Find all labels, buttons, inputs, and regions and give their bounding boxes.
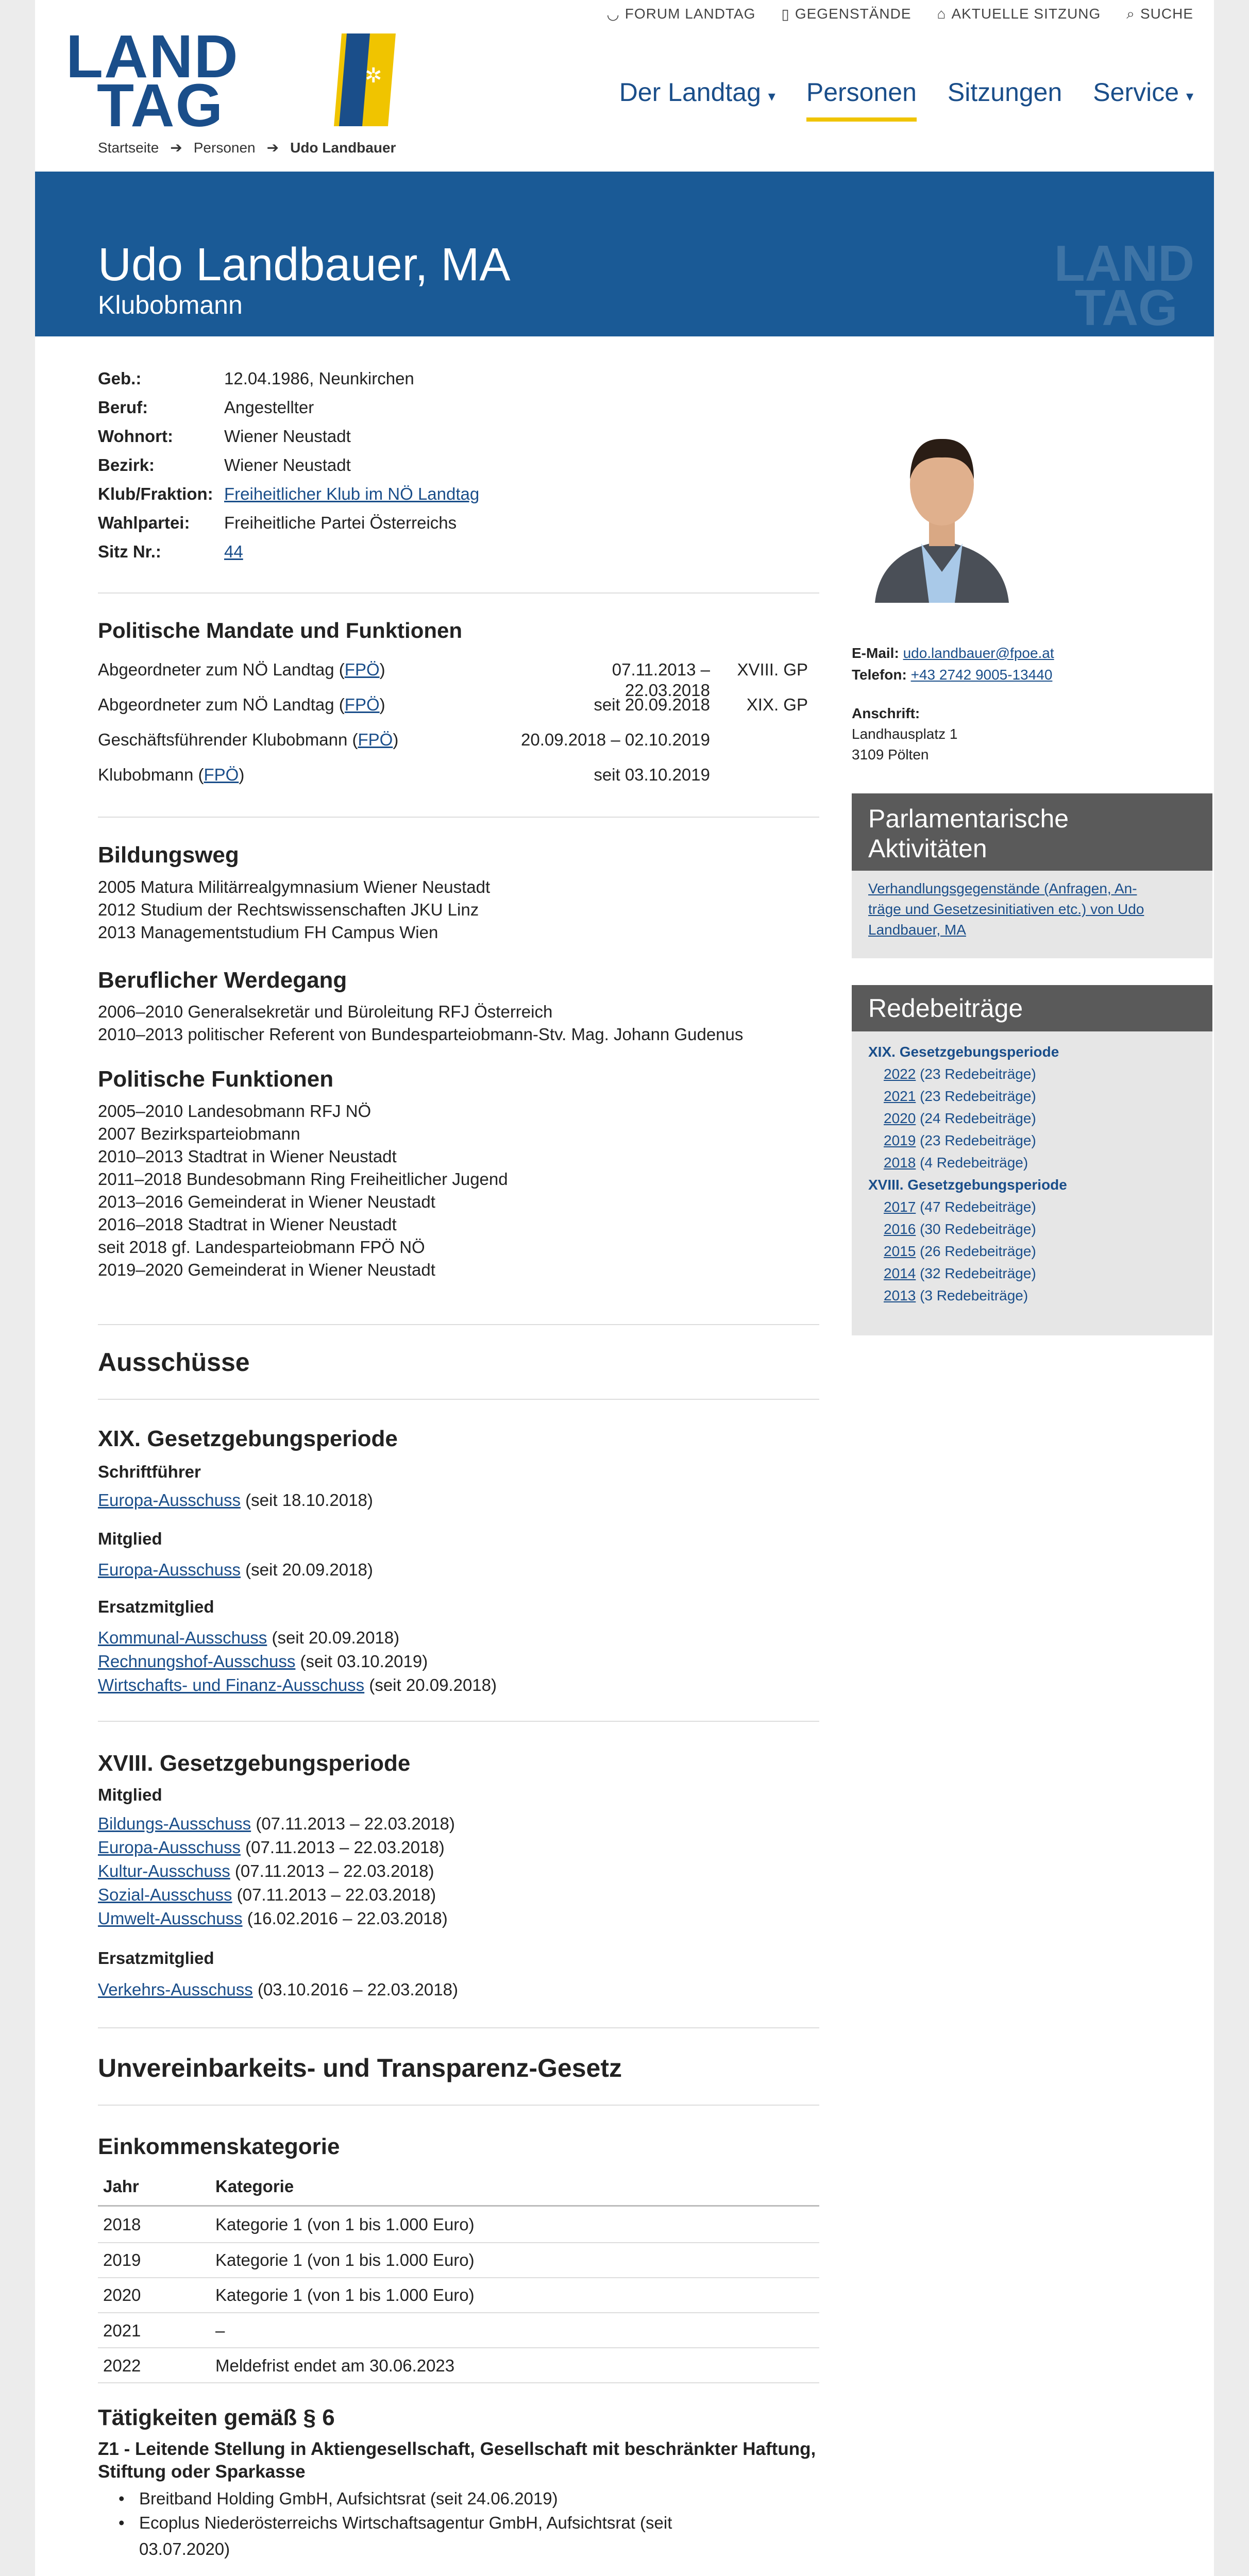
rede-year-link[interactable]: 2020 xyxy=(884,1110,916,1126)
politisch-item: seit 2018 gf. Landesparteiobmann FPÖ NÖ xyxy=(98,1238,425,1257)
rede-item: 2021 (23 Redebeiträge) xyxy=(884,1088,1036,1104)
mandate-date: seit 20.09.2018 xyxy=(594,695,710,714)
mandate-row: Geschäftsführender Klubobmann (FPÖ) xyxy=(98,730,399,749)
divider xyxy=(98,1721,819,1722)
svg-text:✲: ✲ xyxy=(365,64,382,88)
fact-wohnort: Wohnort: Wiener Neustadt xyxy=(98,427,351,446)
rede-year-link[interactable]: 2018 xyxy=(884,1155,916,1171)
politisch-item: 2016–2018 Stadtrat in Wiener Neustadt xyxy=(98,1215,397,1234)
transparenz-heading: Unvereinbarkeits- und Transparenz-Gesetz xyxy=(98,2054,622,2082)
ausschuss-item: Europa-Ausschuss (seit 20.09.2018) xyxy=(98,1560,373,1579)
mitglied-label: Mitglied xyxy=(98,1785,162,1804)
ausschuss-link[interactable]: Umwelt-Ausschuss xyxy=(98,1909,243,1928)
ausschuss-item: Kommunal-Ausschuss (seit 20.09.2018) xyxy=(98,1628,400,1647)
ausschuss-item: Kultur-Ausschuss (07.11.2013 – 22.03.2018) xyxy=(98,1861,434,1880)
einkommen-heading: Einkommenskategorie xyxy=(98,2134,340,2159)
politisch-item: 2010–2013 Stadtrat in Wiener Neustadt xyxy=(98,1147,397,1166)
bildung-item: 2005 Matura Militärrealgymnasium Wiener Neustadt xyxy=(98,877,491,896)
arrow-right-icon: ➔ xyxy=(266,140,279,156)
table-divider xyxy=(98,2312,819,2313)
party-link[interactable]: FPÖ xyxy=(344,660,380,679)
table-cell: 2018 xyxy=(103,2215,141,2234)
table-cell: Meldefrist endet am 30.06.2023 xyxy=(215,2356,455,2375)
table-cell: – xyxy=(215,2321,225,2340)
table-cell: 2020 xyxy=(103,2285,141,2304)
mitglied-label: Mitglied xyxy=(98,1529,162,1548)
mandate-heading: Politische Mandate und Funktionen xyxy=(98,618,463,642)
politisch-item: 2007 Bezirksparteiobmann xyxy=(98,1124,300,1143)
rede-year-link[interactable]: 2019 xyxy=(884,1132,916,1148)
mandate-gp: XVIII. GP xyxy=(737,660,808,679)
rede-year-link[interactable]: 2015 xyxy=(884,1243,916,1259)
politisch-heading: Politische Funktionen xyxy=(98,1066,334,1092)
table-cell: Kategorie 1 (von 1 bis 1.000 Euro) xyxy=(215,2215,475,2234)
rede-year-link[interactable]: 2013 xyxy=(884,1287,916,1303)
klub-link[interactable]: Freiheitlicher Klub im NÖ Landtag xyxy=(224,484,480,503)
document-icon: ▯ xyxy=(781,6,790,22)
party-link[interactable]: FPÖ xyxy=(344,695,380,714)
parl-link[interactable]: Verhandlungsgegenstände (Anfragen, An- träge und Gesetzesinitiativen etc.) von Udo Landbauer, MA xyxy=(868,880,1144,938)
bildung-heading: Bildungsweg xyxy=(98,842,239,868)
col-kategorie: Kategorie xyxy=(215,2177,294,2196)
ausschuss-item: Verkehrs-Ausschuss (03.10.2016 – 22.03.2018) xyxy=(98,1980,458,1999)
divider xyxy=(98,1399,819,1400)
table-divider xyxy=(98,2277,819,2278)
rede-list: XIX. Gesetzgebungsperiode 2022 (23 Redebeiträge) 2021 (23 Redebeiträge) 2020 (24 Redebeiträge) 2019 (23 Redebeiträge) 2018 (4 Redebeiträge) XVIII. Gesetzgebungsperiode 2017 (47 Redebeiträge) 2016 (30 Redebeiträge) 2015 (26 Redebeiträge) 2014 (32 Redebeiträge) 2013 (3 Redebeiträge) xyxy=(868,1041,1067,1307)
z1-heading: Z1 - Leitende Stellung in Aktiengesellschaft, Gesellschaft mit beschränkter Haftung, Stiftung oder Sparkasse xyxy=(98,2439,816,2482)
ausschuss-link[interactable]: Europa-Ausschuss xyxy=(98,1838,241,1857)
caret-down-icon: ▾ xyxy=(768,88,775,104)
portrait-photo xyxy=(844,402,1040,603)
address-label: Anschrift: xyxy=(852,705,920,721)
address-line: Landhausplatz 1 xyxy=(852,726,958,742)
divider xyxy=(98,2027,819,2028)
mandate-date: 20.09.2018 – 02.10.2019 xyxy=(520,730,710,749)
beruf-item: 2006–2010 Generalsekretär und Büroleitung RFJ Österreich xyxy=(98,1002,553,1021)
fact-klub: Klub/Fraktion: Freiheitlicher Klub im NÖ Landtag xyxy=(98,484,480,503)
table-cell: 2021 xyxy=(103,2321,141,2340)
ausschuss-item: Bildungs-Ausschuss (07.11.2013 – 22.03.2018) xyxy=(98,1814,455,1833)
rede-year-link[interactable]: 2014 xyxy=(884,1265,916,1281)
nav-personen[interactable]: Personen xyxy=(806,77,917,122)
fact-bezirk: Bezirk: Wiener Neustadt xyxy=(98,455,351,474)
arrow-right-icon: ➔ xyxy=(170,140,182,156)
mandate-row: Abgeordneter zum NÖ Landtag (FPÖ) xyxy=(98,695,385,714)
ersatzmitglied-label: Ersatzmitglied xyxy=(98,1597,214,1616)
politisch-item: 2011–2018 Bundesobmann Ring Freiheitlicher Jugend xyxy=(98,1170,508,1189)
mandate-date: seit 03.10.2019 xyxy=(594,765,710,784)
table-divider xyxy=(98,2347,819,2348)
col-jahr: Jahr xyxy=(103,2177,139,2196)
ausschuss-link[interactable]: Europa-Ausschuss xyxy=(98,1560,241,1579)
rede-heading: Redebeiträge xyxy=(852,985,1212,1031)
party-link[interactable]: FPÖ xyxy=(358,730,393,749)
main-nav xyxy=(619,77,1193,122)
aktuelle-sitzung-link[interactable]: ⌂ AKTUELLE SITZUNG xyxy=(937,6,1101,22)
breadcrumb-start[interactable]: Startseite xyxy=(98,139,159,156)
ausschuss-link[interactable]: Bildungs-Ausschuss xyxy=(98,1814,251,1833)
rede-year-link[interactable]: 2016 xyxy=(884,1221,916,1237)
rede-item: 2016 (30 Redebeiträge) xyxy=(884,1221,1036,1237)
sitz-link[interactable]: 44 xyxy=(224,542,243,561)
ausschuss-item: Wirtschafts- und Finanz-Ausschuss (seit 20.09.2018) xyxy=(98,1675,497,1694)
email-link[interactable]: udo.landbauer@fpoe.at xyxy=(903,645,1054,661)
phone-link[interactable]: +43 2742 9005-13440 xyxy=(910,667,1053,683)
hero-banner xyxy=(35,172,1214,336)
list-item-continuation: 03.07.2020) xyxy=(139,2539,230,2558)
taetigkeiten-heading: Tätigkeiten gemäß § 6 xyxy=(98,2405,335,2430)
table-cell: 2022 xyxy=(103,2356,141,2375)
ausschuss-item: Rechnungshof-Ausschuss (seit 03.10.2019) xyxy=(98,1652,428,1671)
ausschuss-item: Umwelt-Ausschuss (16.02.2016 – 22.03.2018) xyxy=(98,1909,448,1928)
table-divider xyxy=(98,2242,819,2243)
page-title: Udo Landbauer, MA xyxy=(98,239,511,291)
landtag-logo[interactable]: LAND TAG ✲ xyxy=(66,31,427,129)
schriftfuehrer-label: Schriftführer xyxy=(98,1462,201,1481)
divider xyxy=(98,2105,819,2106)
fact-wahlpartei: Wahlpartei: Freiheitliche Partei Österreichs xyxy=(98,513,457,532)
caret-down-icon: ▾ xyxy=(1186,88,1193,104)
table-cell: Kategorie 1 (von 1 bis 1.000 Euro) xyxy=(215,2250,475,2269)
nav-sitzungen[interactable]: Sitzungen xyxy=(947,78,1062,107)
xix-heading: XIX. Gesetzgebungsperiode xyxy=(98,1426,398,1451)
rede-item: 2017 (47 Redebeiträge) xyxy=(884,1199,1036,1215)
search-icon: ⌕ xyxy=(1126,5,1135,22)
rede-year-link[interactable]: 2017 xyxy=(884,1199,916,1215)
phone-row: Telefon: +43 2742 9005-13440 xyxy=(852,667,1053,683)
parl-heading: Parlamentarische Aktivitäten xyxy=(852,793,1212,871)
ausschuss-item: Europa-Ausschuss (07.11.2013 – 22.03.2018) xyxy=(98,1838,445,1857)
bildung-item: 2013 Managementstudium FH Campus Wien xyxy=(98,923,438,942)
building-icon: ⌂ xyxy=(937,6,947,22)
ausschuss-link[interactable]: Europa-Ausschuss xyxy=(98,1490,241,1510)
forum-link[interactable]: ◡ FORUM LANDTAG xyxy=(606,6,756,22)
mandate-date: 07.11.2013 – 22.03.2018 xyxy=(612,660,710,700)
ausschuss-link[interactable]: Rechnungshof-Ausschuss xyxy=(98,1652,296,1671)
page-subtitle: Klubobmann xyxy=(98,291,243,319)
rede-item: 2022 (23 Redebeiträge) xyxy=(884,1066,1036,1082)
beruf-item: 2010–2013 politischer Referent von Bundesparteiobmann-Stv. Mag. Johann Gudenus xyxy=(98,1025,744,1044)
mandate-row: Abgeordneter zum NÖ Landtag (FPÖ) xyxy=(98,660,385,679)
table-divider xyxy=(98,2205,819,2207)
ausschuss-link[interactable]: Kultur-Ausschuss xyxy=(98,1861,230,1880)
rede-year-link[interactable]: 2022 xyxy=(884,1066,916,1082)
nav-landtag[interactable]: Der Landtag ▾ xyxy=(619,78,775,107)
ausschuss-item: Europa-Ausschuss (seit 18.10.2018) xyxy=(98,1490,373,1510)
page xyxy=(35,0,1214,2576)
ausschuesse-heading: Ausschüsse xyxy=(98,1348,250,1377)
address-line: 3109 Pölten xyxy=(852,747,929,762)
table-cell: 2019 xyxy=(103,2250,141,2269)
divider xyxy=(98,817,819,818)
email-row: E-Mail: udo.landbauer@fpoe.at xyxy=(852,645,1054,661)
ersatzmitglied-label: Ersatzmitglied xyxy=(98,1948,214,1968)
fact-geb: Geb.: 12.04.1986, Neunkirchen xyxy=(98,369,414,388)
rede-item: 2015 (26 Redebeiträge) xyxy=(884,1243,1036,1259)
party-link[interactable]: FPÖ xyxy=(204,765,239,784)
divider xyxy=(98,1324,819,1325)
bildung-item: 2012 Studium der Rechtswissenschaften JKU Linz xyxy=(98,900,479,919)
xviii-heading: XVIII. Gesetzgebungsperiode xyxy=(98,1751,411,1776)
breadcrumb xyxy=(98,139,396,156)
ausschuss-link[interactable]: Kommunal-Ausschuss xyxy=(98,1628,267,1647)
coat-of-arms-icon xyxy=(334,33,396,126)
rede-item: 2020 (24 Redebeiträge) xyxy=(884,1110,1036,1126)
suche-link[interactable]: ⌕ SUCHE xyxy=(1126,5,1193,22)
fact-sitz: Sitz Nr.: 44 xyxy=(98,542,243,561)
list-item: • Ecoplus Niederösterreichs Wirtschaftsagentur GmbH, Aufsichtsrat (seit xyxy=(139,2511,672,2535)
rede-item: 2014 (32 Redebeiträge) xyxy=(884,1265,1036,1281)
rede-item: 2013 (3 Redebeiträge) xyxy=(884,1287,1028,1303)
politisch-item: 2005–2010 Landesobmann RFJ NÖ xyxy=(98,1101,372,1121)
beruf-heading: Beruflicher Werdegang xyxy=(98,968,347,993)
logo-watermark: LAND TAG xyxy=(1054,235,1194,336)
rede-item: 2019 (23 Redebeiträge) xyxy=(884,1132,1036,1148)
ausschuss-link[interactable]: Sozial-Ausschuss xyxy=(98,1885,232,1904)
ausschuss-link[interactable]: Wirtschafts- und Finanz-Ausschuss xyxy=(98,1675,365,1694)
rede-year-link[interactable]: 2021 xyxy=(884,1088,916,1104)
politisch-item: 2019–2020 Gemeinderat in Wiener Neustadt xyxy=(98,1260,435,1279)
ausschuss-item: Sozial-Ausschuss (07.11.2013 – 22.03.2018) xyxy=(98,1885,436,1904)
mandate-gp: XIX. GP xyxy=(746,695,808,714)
ausschuss-link[interactable]: Verkehrs-Ausschuss xyxy=(98,1980,253,1999)
list-item: • Breitband Holding GmbH, Aufsichtsrat (seit 24.06.2019) xyxy=(139,2486,672,2511)
breadcrumb-current: Udo Landbauer xyxy=(290,139,396,156)
politisch-item: 2013–2016 Gemeinderat in Wiener Neustadt xyxy=(98,1192,435,1211)
table-divider xyxy=(98,2382,819,2383)
gegenstaende-link[interactable]: ▯ GEGENSTÄNDE xyxy=(781,6,912,22)
rede-item: 2018 (4 Redebeiträge) xyxy=(884,1155,1028,1171)
fact-beruf: Beruf: Angestellter xyxy=(98,398,314,417)
forum-icon: ◡ xyxy=(606,6,620,22)
table-cell: Kategorie 1 (von 1 bis 1.000 Euro) xyxy=(215,2285,475,2304)
nav-service[interactable]: Service ▾ xyxy=(1093,78,1193,107)
utility-bar xyxy=(606,0,1193,28)
divider xyxy=(98,592,819,594)
mandate-row: Klubobmann (FPÖ) xyxy=(98,765,245,784)
breadcrumb-personen[interactable]: Personen xyxy=(193,139,256,156)
z1-list xyxy=(139,2486,672,2535)
